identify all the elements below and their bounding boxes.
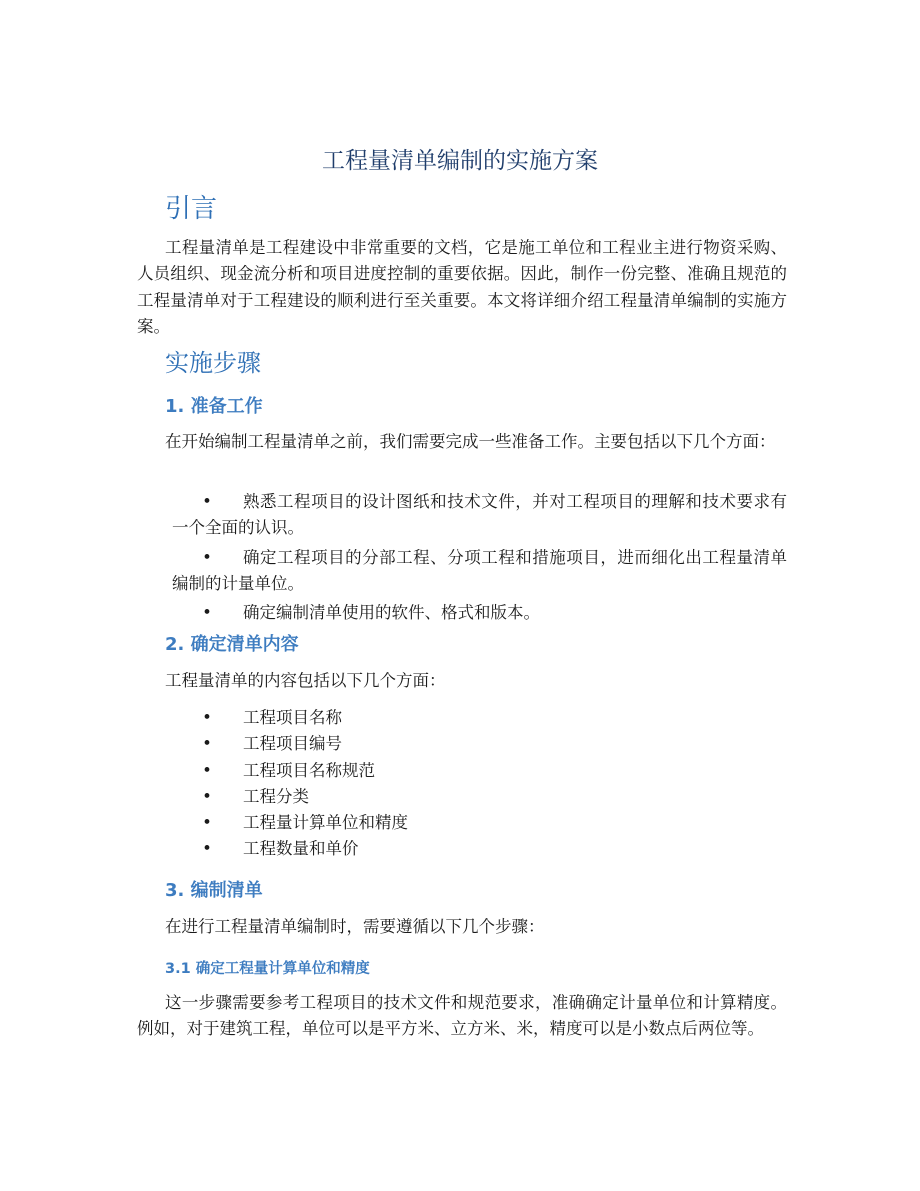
bullet-marker: •	[202, 603, 212, 623]
list-item-text: 确定工程项目的分部工程、分项工程和措施项目，进而细化出工程量清单编制的计量单位。	[172, 547, 787, 593]
list-item-text: 工程量计算单位和精度	[243, 813, 408, 833]
list-item-text: 工程数量和单价	[243, 839, 359, 859]
bullet-marker: •	[202, 839, 212, 859]
section1-bullet-list	[0, 489, 787, 626]
list-item-text: 熟悉工程项目的设计图纸和技术文件，并对工程项目的理解和技术要求有一个全面的认识。	[172, 492, 787, 538]
section3-heading: 3. 编制清单	[165, 880, 263, 901]
list-item	[0, 600, 787, 626]
steps-heading: 实施步骤	[165, 349, 261, 377]
bullet-marker: •	[202, 786, 212, 806]
list-item-text: 工程项目名称规范	[243, 760, 375, 780]
bullet-marker: •	[202, 734, 212, 754]
list-item	[0, 731, 787, 757]
subsection-3-1-paragraph: 这一步骤需要参考工程项目的技术文件和规范要求，准确确定计量单位和计算精度。例如，对于建筑工程，单位可以是平方米、立方米、米，精度可以是小数点后两位等。	[137, 993, 787, 1039]
bullet-marker: •	[202, 547, 212, 567]
section3-paragraph: 在进行工程量清单编制时，需要遵循以下几个步骤：	[165, 917, 545, 936]
list-item-text: 工程项目名称	[243, 708, 342, 727]
subsection-3-1-heading: 3.1 确定工程量计算单位和精度	[165, 961, 370, 977]
section2-bullet-list	[0, 705, 787, 863]
list-item-text: 工程项目编号	[243, 734, 342, 754]
list-item-text: 工程分类	[243, 786, 309, 806]
intro-paragraph: 工程量清单是工程建设中非常重要的文档，它是施工单位和工程业主进行物资采购、人员组织、现金流分析和项目进度控制的重要依据。因此，制作一份完整、准确且规范的工程量清单对于工程建设的顺利进行至关重要。本文将详细介绍工程量清单编制的实施方案。	[137, 238, 787, 336]
section1-paragraph: 在开始编制工程量清单之前，我们需要完成一些准备工作。主要包括以下几个方面：	[165, 432, 776, 451]
list-item	[0, 489, 787, 542]
list-item	[0, 545, 787, 598]
list-item	[0, 705, 787, 731]
list-item	[0, 784, 787, 810]
list-item-text: 确定编制清单使用的软件、格式和版本。	[243, 603, 540, 623]
list-item	[0, 836, 787, 862]
list-item	[0, 810, 787, 836]
bullet-marker: •	[202, 492, 212, 511]
section2-heading: 2. 确定清单内容	[165, 634, 299, 655]
document-title: 工程量清单编制的实施方案	[322, 148, 598, 174]
bullet-marker: •	[202, 813, 212, 833]
bullet-marker: •	[202, 760, 212, 780]
section1-heading: 1. 准备工作	[165, 396, 263, 417]
list-item	[0, 758, 787, 784]
section2-paragraph: 工程量清单的内容包括以下几个方面：	[165, 671, 446, 690]
intro-heading: 引言	[165, 194, 218, 224]
bullet-marker: •	[202, 708, 212, 727]
